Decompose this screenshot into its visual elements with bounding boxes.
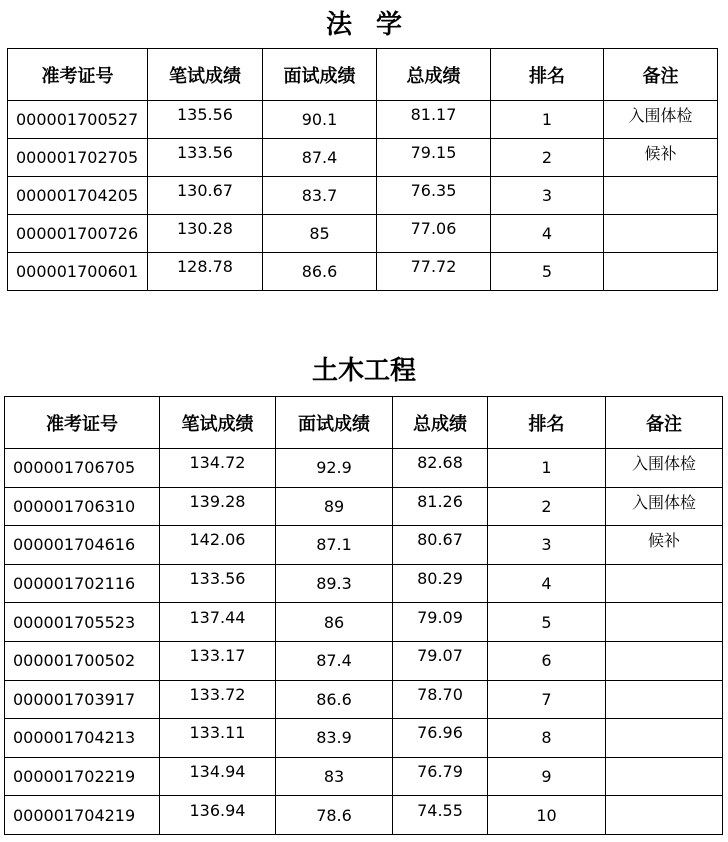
total-score-value: 80.29 xyxy=(417,569,463,589)
written-score-cell xyxy=(148,215,263,253)
total-score-cell xyxy=(393,603,488,642)
exam-id-cell: 000001700726 xyxy=(8,215,148,253)
note-cell xyxy=(606,641,723,680)
written-score-value: 142.06 xyxy=(189,530,246,550)
note-cell xyxy=(604,177,718,215)
written-score-value: 133.56 xyxy=(189,569,246,589)
rank-cell: 5 xyxy=(488,603,606,642)
written-score-value: 134.94 xyxy=(189,762,246,782)
note-cell: 入围体检 xyxy=(604,101,718,139)
written-score-cell xyxy=(148,139,263,177)
exam-id-cell: 000001704219 xyxy=(5,796,160,835)
written-score-value: 128.78 xyxy=(177,257,233,276)
rank-cell: 3 xyxy=(488,526,606,565)
rank-cell: 4 xyxy=(488,564,606,603)
total-score-value: 81.26 xyxy=(417,491,463,511)
header-interview-score: 面试成绩 xyxy=(276,397,393,449)
written-score-value: 133.11 xyxy=(189,723,246,743)
rank-cell: 8 xyxy=(488,719,606,758)
rank-cell: 4 xyxy=(491,215,604,253)
table-row xyxy=(5,603,723,642)
written-score-cell xyxy=(160,526,276,565)
written-score-value: 136.94 xyxy=(189,800,246,820)
header-written-score: 笔试成绩 xyxy=(148,49,263,101)
total-score-value: 82.68 xyxy=(417,453,463,473)
section-title-civil-engineering: 土木工程 xyxy=(311,356,416,386)
interview-score-cell: 78.6 xyxy=(276,796,393,835)
note-cell xyxy=(606,757,723,796)
total-score-cell xyxy=(393,564,488,603)
total-score-cell xyxy=(393,449,488,488)
results-table-law xyxy=(7,48,718,291)
total-score-value: 77.06 xyxy=(410,219,457,238)
total-score-cell xyxy=(393,526,488,565)
table-row xyxy=(8,177,718,215)
total-score-value: 81.17 xyxy=(410,105,457,124)
note-cell xyxy=(606,719,723,758)
total-score-value: 77.72 xyxy=(410,257,457,276)
table-row xyxy=(5,757,723,796)
header-note: 备注 xyxy=(606,397,723,449)
written-score-value: 133.17 xyxy=(189,646,246,666)
written-score-value: 135.56 xyxy=(177,105,233,124)
header-note: 备注 xyxy=(604,49,718,101)
written-score-cell xyxy=(160,449,276,488)
total-score-cell xyxy=(377,215,491,253)
exam-id-cell: 000001702219 xyxy=(5,757,160,796)
note-cell: 入围体检 xyxy=(606,449,723,488)
total-score-value: 80.67 xyxy=(417,530,463,550)
total-score-value: 76.96 xyxy=(417,723,463,743)
header-row xyxy=(5,397,723,449)
note-cell: 候补 xyxy=(604,139,718,177)
note-cell xyxy=(604,253,718,291)
total-score-value: 76.79 xyxy=(417,762,463,782)
total-score-cell xyxy=(393,796,488,835)
total-score-cell xyxy=(377,101,491,139)
interview-score-cell: 87.1 xyxy=(276,526,393,565)
interview-score-cell: 90.1 xyxy=(263,101,377,139)
header-row xyxy=(8,49,718,101)
written-score-cell xyxy=(160,680,276,719)
total-score-cell xyxy=(393,680,488,719)
interview-score-cell: 83.9 xyxy=(276,719,393,758)
interview-score-cell: 89 xyxy=(276,487,393,526)
header-interview-score: 面试成绩 xyxy=(263,49,377,101)
interview-score-cell: 83.7 xyxy=(263,177,377,215)
rank-cell: 9 xyxy=(488,757,606,796)
exam-id-cell: 000001704616 xyxy=(5,526,160,565)
rank-cell: 2 xyxy=(488,487,606,526)
total-score-value: 74.55 xyxy=(417,800,463,820)
table-body-law xyxy=(8,101,718,291)
written-score-cell xyxy=(160,757,276,796)
written-score-cell xyxy=(160,796,276,835)
table-row xyxy=(5,680,723,719)
rank-cell: 7 xyxy=(488,680,606,719)
rank-cell: 1 xyxy=(491,101,604,139)
table-row xyxy=(5,719,723,758)
total-score-cell xyxy=(393,487,488,526)
exam-id-cell: 000001703917 xyxy=(5,680,160,719)
note-cell xyxy=(606,796,723,835)
table-row xyxy=(5,526,723,565)
total-score-cell xyxy=(393,757,488,796)
note-cell: 候补 xyxy=(606,526,723,565)
total-score-value: 79.07 xyxy=(417,646,463,666)
rank-cell: 1 xyxy=(488,449,606,488)
total-score-value: 79.09 xyxy=(417,607,463,627)
written-score-value: 130.28 xyxy=(177,219,233,238)
exam-id-cell: 000001702705 xyxy=(8,139,148,177)
interview-score-cell: 86.6 xyxy=(263,253,377,291)
written-score-value: 133.56 xyxy=(177,143,233,162)
written-score-value: 134.72 xyxy=(189,453,246,473)
table-row xyxy=(8,139,718,177)
exam-id-cell: 000001700502 xyxy=(5,641,160,680)
header-total-score: 总成绩 xyxy=(377,49,491,101)
interview-score-cell: 87.4 xyxy=(263,139,377,177)
written-score-value: 139.28 xyxy=(189,491,246,511)
note-cell xyxy=(606,564,723,603)
total-score-value: 76.35 xyxy=(410,181,457,200)
note-cell xyxy=(604,215,718,253)
rank-cell: 10 xyxy=(488,796,606,835)
results-table-civil-engineering xyxy=(4,396,723,835)
written-score-cell xyxy=(160,487,276,526)
written-score-value: 130.67 xyxy=(177,181,233,200)
exam-id-cell: 000001702116 xyxy=(5,564,160,603)
header-total-score: 总成绩 xyxy=(393,397,488,449)
table-row xyxy=(5,487,723,526)
rank-cell: 2 xyxy=(491,139,604,177)
interview-score-cell: 85 xyxy=(263,215,377,253)
table-row xyxy=(5,796,723,835)
header-rank: 排名 xyxy=(488,397,606,449)
section-title-law: 法学 xyxy=(325,10,426,40)
total-score-cell xyxy=(393,719,488,758)
exam-id-cell: 000001700527 xyxy=(8,101,148,139)
table-body-civil-engineering xyxy=(5,449,723,835)
header-exam-id: 准考证号 xyxy=(8,49,148,101)
header-exam-id: 准考证号 xyxy=(5,397,160,449)
table-row xyxy=(5,564,723,603)
interview-score-cell: 86.6 xyxy=(276,680,393,719)
written-score-cell xyxy=(160,719,276,758)
interview-score-cell: 92.9 xyxy=(276,449,393,488)
table-row xyxy=(8,215,718,253)
interview-score-cell: 83 xyxy=(276,757,393,796)
rank-cell: 3 xyxy=(491,177,604,215)
table-row xyxy=(5,641,723,680)
exam-id-cell: 000001706310 xyxy=(5,487,160,526)
table-row xyxy=(8,253,718,291)
written-score-cell xyxy=(160,564,276,603)
header-written-score: 笔试成绩 xyxy=(160,397,276,449)
written-score-cell xyxy=(160,603,276,642)
exam-id-cell: 000001705523 xyxy=(5,603,160,642)
exam-id-cell: 000001706705 xyxy=(5,449,160,488)
rank-cell: 5 xyxy=(491,253,604,291)
table-row xyxy=(5,449,723,488)
header-rank: 排名 xyxy=(491,49,604,101)
total-score-value: 78.70 xyxy=(417,684,463,704)
written-score-cell xyxy=(160,641,276,680)
exam-id-cell: 000001700601 xyxy=(8,253,148,291)
interview-score-cell: 86 xyxy=(276,603,393,642)
written-score-cell xyxy=(148,253,263,291)
total-score-cell xyxy=(377,253,491,291)
rank-cell: 6 xyxy=(488,641,606,680)
written-score-value: 133.72 xyxy=(189,684,246,704)
interview-score-cell: 89.3 xyxy=(276,564,393,603)
table-row xyxy=(8,101,718,139)
written-score-cell xyxy=(148,177,263,215)
total-score-value: 79.15 xyxy=(410,143,457,162)
exam-id-cell: 000001704213 xyxy=(5,719,160,758)
total-score-cell xyxy=(377,177,491,215)
note-cell xyxy=(606,603,723,642)
note-cell: 入围体检 xyxy=(606,487,723,526)
written-score-value: 137.44 xyxy=(189,607,246,627)
note-cell xyxy=(606,680,723,719)
exam-id-cell: 000001704205 xyxy=(8,177,148,215)
written-score-cell xyxy=(148,101,263,139)
total-score-cell xyxy=(393,641,488,680)
total-score-cell xyxy=(377,139,491,177)
interview-score-cell: 87.4 xyxy=(276,641,393,680)
